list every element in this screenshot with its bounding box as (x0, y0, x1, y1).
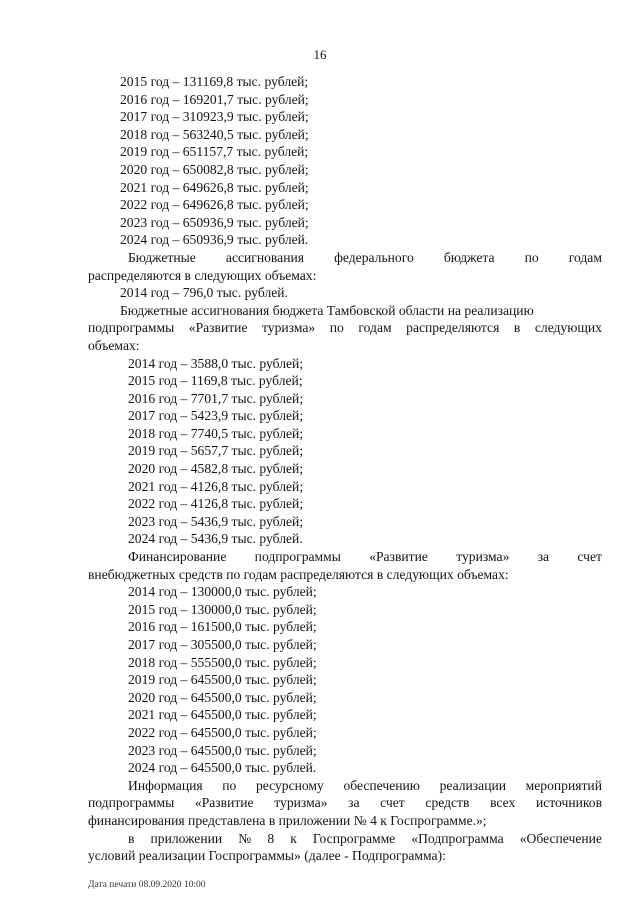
list-item: 2020 год – 650082,8 тыс. рублей; (120, 161, 309, 177)
word: «Развитие (194, 795, 254, 811)
resource-info-paragraph (88, 777, 602, 830)
list-item: 2014 год – 130000,0 тыс. рублей; (128, 584, 317, 600)
word: Информация (128, 777, 203, 793)
list-item: 2018 год – 7740,5 тыс. рублей; (128, 425, 304, 441)
word: бюджета (443, 249, 495, 265)
word: средств (425, 795, 470, 811)
word: ассигнования (225, 249, 305, 265)
list-item: 2020 год – 4582,8 тыс. рублей; (128, 461, 304, 477)
word: федерального (334, 249, 414, 265)
paragraph-line: объемах: (88, 337, 140, 353)
list-item: 2017 год – 5423,9 тыс. рублей; (128, 408, 304, 424)
paragraph-line: распределяются в следующих объемах: (88, 267, 317, 283)
word: к (290, 830, 297, 846)
regional-budget-paragraph (88, 302, 602, 355)
word: подпрограммы (254, 549, 341, 565)
word: распределяются (406, 320, 500, 336)
list-item: 2021 год – 4126,8 тыс. рублей; (128, 478, 304, 494)
word: приложении (150, 830, 223, 846)
list-item: 2016 год – 169201,7 тыс. рублей; (120, 91, 309, 107)
list-item: 2014 год – 3588,0 тыс. рублей; (128, 355, 304, 371)
list-item: 2017 год – 310923,9 тыс. рублей; (120, 109, 309, 125)
list-item: 2015 год – 130000,0 тыс. рублей; (128, 601, 317, 617)
justified-line (88, 249, 602, 267)
list-item: 2023 год – 645500,0 тыс. рублей; (128, 742, 317, 758)
justified-line (88, 794, 602, 812)
word: подпрограммы (88, 795, 175, 811)
list-item: 2016 год – 161500,0 тыс. рублей; (128, 619, 317, 635)
word: туризма» (456, 549, 510, 565)
list-item: 2018 год – 555500,0 тыс. рублей; (128, 654, 317, 670)
list-item: 2023 год – 5436,9 тыс. рублей; (128, 513, 304, 529)
page-number: 16 (313, 47, 327, 62)
word: всех (490, 795, 516, 811)
word: туризма» (274, 795, 328, 811)
list-item: 2021 год – 649626,8 тыс. рублей; (120, 179, 309, 195)
word: Финансирование (128, 549, 227, 565)
list-item: 2024 год – 5436,9 тыс. рублей. (128, 531, 303, 547)
word: 8 (267, 830, 275, 846)
word: в (128, 830, 135, 846)
list-item: 2024 год – 645500,0 тыс. рублей. (128, 760, 317, 776)
word: обеспечению (343, 777, 420, 793)
word: «Развитие (369, 549, 428, 565)
word: по (329, 320, 344, 336)
word: Бюджетные (128, 249, 196, 265)
word: следующих (534, 320, 602, 336)
word: годам (568, 249, 602, 265)
justified-line (88, 777, 602, 795)
list-item: 2019 год – 5657,7 тыс. рублей; (128, 443, 304, 459)
word: источников (535, 795, 602, 811)
word: по (222, 777, 237, 793)
word: мероприятий (525, 777, 602, 793)
funding-list-regional (88, 355, 602, 549)
word: годам (358, 320, 392, 336)
list-item: 2015 год – 131169,8 тыс. рублей; (120, 74, 309, 89)
justified-line (88, 319, 602, 337)
word: туризма» (262, 320, 316, 336)
paragraph-line: Бюджетные ассигнования бюджета Тамбовской области на реализацию (120, 302, 534, 318)
word: «Обеспечение (519, 830, 602, 846)
word: подпрограммы (88, 320, 175, 336)
list-item: 2019 год – 651157,7 тыс. рублей; (120, 144, 309, 160)
justified-line (88, 830, 602, 848)
word: в (513, 320, 521, 336)
list-item: 2019 год – 645500,0 тыс. рублей; (128, 672, 317, 688)
extrabudget-paragraph (88, 548, 602, 583)
list-item: 2018 год – 563240,5 тыс. рублей; (120, 126, 309, 142)
list-item: 2024 год – 650936,9 тыс. рублей. (120, 232, 309, 248)
list-item: 2015 год – 1169,8 тыс. рублей; (128, 373, 303, 389)
word: № (238, 830, 252, 846)
word: счет (577, 549, 602, 565)
appendix-paragraph (88, 830, 602, 865)
federal-budget-paragraph (88, 249, 602, 302)
word: счет (380, 795, 405, 811)
word: ресурсному (255, 777, 324, 793)
list-item: 2022 год – 645500,0 тыс. рублей; (128, 724, 317, 740)
word: «Развитие (188, 320, 248, 336)
paragraph-line: условий реализации Госпрограммы» (далее - Подпрограмма): (88, 848, 446, 864)
list-item: 2022 год – 4126,8 тыс. рублей; (128, 496, 304, 512)
funding-list-total (88, 73, 602, 249)
justified-line (88, 548, 602, 566)
paragraph-line: финансирования представлена в приложении № 4 к Госпрограмме.»; (88, 812, 487, 828)
word: «Подпрограмма (411, 830, 504, 846)
document-body (88, 73, 602, 865)
word: за (348, 795, 360, 811)
list-item: 2016 год – 7701,7 тыс. рублей; (128, 390, 304, 406)
list-item: 2023 год – 650936,9 тыс. рублей; (120, 214, 309, 230)
word: по (524, 249, 539, 265)
word: за (537, 549, 550, 565)
print-date-footer: Дата печати 08.09.2020 10:00 (88, 880, 206, 890)
list-item: 2017 год – 305500,0 тыс. рублей; (128, 637, 317, 652)
list-item: 2021 год – 645500,0 тыс. рублей; (128, 707, 317, 723)
word: Госпрограмме (312, 830, 396, 846)
paragraph-line: внебюджетных средств по годам распределяются в следующих объемах: (88, 566, 509, 582)
list-item: 2022 год – 649626,8 тыс. рублей; (120, 197, 309, 213)
funding-list-extrabudget (88, 583, 602, 777)
list-item: 2020 год – 645500,0 тыс. рублей; (128, 689, 317, 705)
word: реализации (439, 777, 507, 793)
list-item: 2014 год – 796,0 тыс. рублей. (120, 285, 288, 301)
